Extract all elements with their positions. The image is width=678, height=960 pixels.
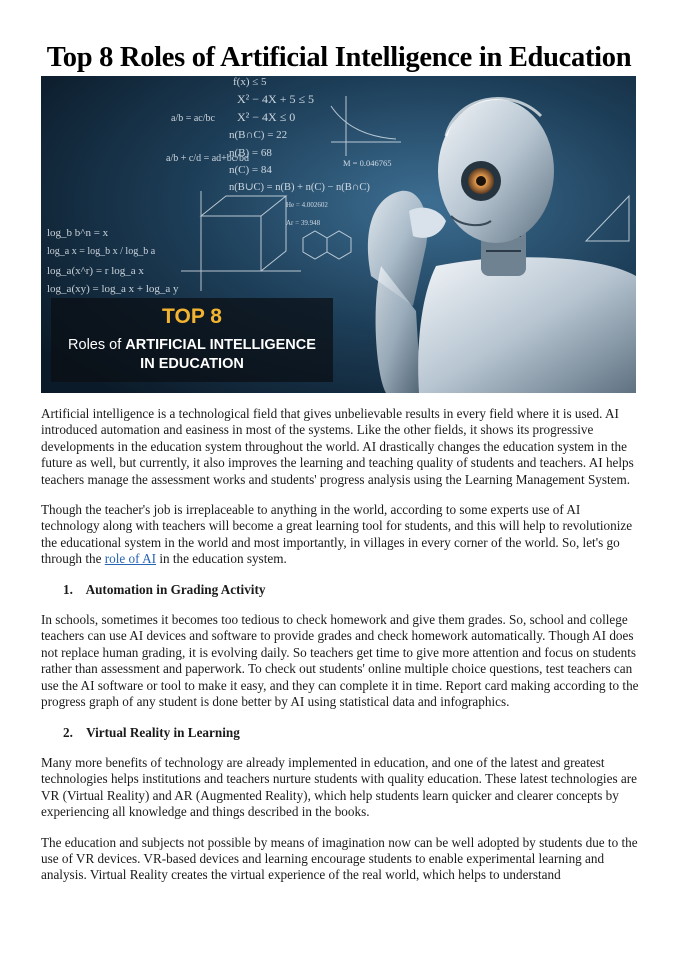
section-1-body: In schools, sometimes it becomes too tedious to check homework and give them grades. So, school and college teachers can use AI devices and software to provide grades and check homework automatically. Though AI does not replace human grading, it is evolving daily. So teachers get time to give more attention and focus on students rather than assessment and paperwork. To check out students' online multiple choice questions, test teachers can use the AI software or tool to make it easy, and they can complete it in time. Report card making according to the progress graph of any student is done better by AI using statistical data and infographics. xyxy=(41,612,639,710)
formula-text: n(B∪C) = n(B) + n(C) − n(B∩C) xyxy=(229,182,370,193)
section-1-heading xyxy=(41,582,641,598)
section-2-body-1: Many more benefits of technology are already implemented in education, and one of the latest and greatest technologies helps institutions and teachers nurture students with quality education. These latest technologies are VR (Virtual Reality) and AR (Augmented Reality), which help students learn quicker and clearer concepts by experiencing all knowledge and things described in the books. xyxy=(41,754,637,820)
formula-text: He = 4.002602 xyxy=(286,201,328,209)
formula-text: log_b b^n = x xyxy=(47,227,109,239)
formula-text: Ar = 39.948 xyxy=(286,219,321,227)
role-of-ai-link[interactable]: role of AI xyxy=(104,551,157,567)
hero-subtitle xyxy=(51,336,333,354)
formula-text: n(C) = 84 xyxy=(229,164,272,176)
hero-image xyxy=(41,76,636,393)
paragraph-2-text: Though the teacher's job is irreplaceable to anything in the world, according to some experts use of AI technology along with teachers will become a great learning tool for students, and this will help to revolutionize the educational system in the world and most importantly, in villages in every corner of the world. So, let's go through the xyxy=(41,502,633,567)
formula-text: log_a(x^r) = r log_a x xyxy=(47,265,144,277)
formula-text: X² − 4X ≤ 0 xyxy=(237,110,296,124)
section-1-number: 1. xyxy=(63,581,73,597)
section-2-number: 2. xyxy=(63,724,73,740)
hero-subtitle-prefix: Roles of xyxy=(68,337,126,353)
formula-text: X² − 4X + 5 ≤ 5 xyxy=(237,92,315,106)
hero-subtitle-line3: IN EDUCATION xyxy=(140,356,244,372)
section-2-heading xyxy=(41,725,641,741)
formula-text: a/b = ac/bc xyxy=(171,113,215,124)
formula-text: M = 0.046765 xyxy=(343,158,392,168)
section-2-title: Virtual Reality in Learning xyxy=(86,724,240,740)
paragraph-2-end: in the education system. xyxy=(156,551,287,567)
section-2-body-2: The education and subjects not possible by means of imagination now can be well adopted by students due to the use of VR devices. VR-based devices and learning encourage students to enable experimental learning and analysis. Virtual Reality creates the virtual experience of the real world, which helps to understand xyxy=(41,834,638,883)
intro-paragraph: Artificial intelligence is a technological field that gives unbelievable results in every field where it is used. AI introduced automation and easiness in most of the systems. Like the other fields, it shows its progressive developments in the education system throughout the world. AI drastically changes the education system in the future as well, but currently, it also improves the learning and teaching quality of students and teachers. AI helps teachers manage the assessment works and students' progress analysis using the Learning Management System. xyxy=(41,406,634,487)
formula-text: a/b + c/d = ad+bc/bd xyxy=(166,153,250,164)
formula-text: n(B) = 68 xyxy=(229,147,272,159)
section-1-title: Automation in Grading Activity xyxy=(85,581,266,597)
hero-badge: TOP 8 xyxy=(162,305,222,328)
formula-text: log_a(xy) = log_a x + log_a y xyxy=(47,283,179,295)
formula-text: log_a x = log_b x / log_b a xyxy=(47,246,156,257)
paragraph-2 xyxy=(41,502,641,568)
hero-subtitle-strong: ARTIFICIAL INTELLIGENCE xyxy=(125,337,316,353)
formula-text: f(x) ≤ 5 xyxy=(233,76,267,88)
page-title: Top 8 Roles of Artificial Intelligence in Education xyxy=(46,42,632,73)
formula-text: n(B∩C) = 22 xyxy=(229,129,288,141)
hero-caption-box xyxy=(51,298,333,382)
article-body xyxy=(41,406,641,898)
